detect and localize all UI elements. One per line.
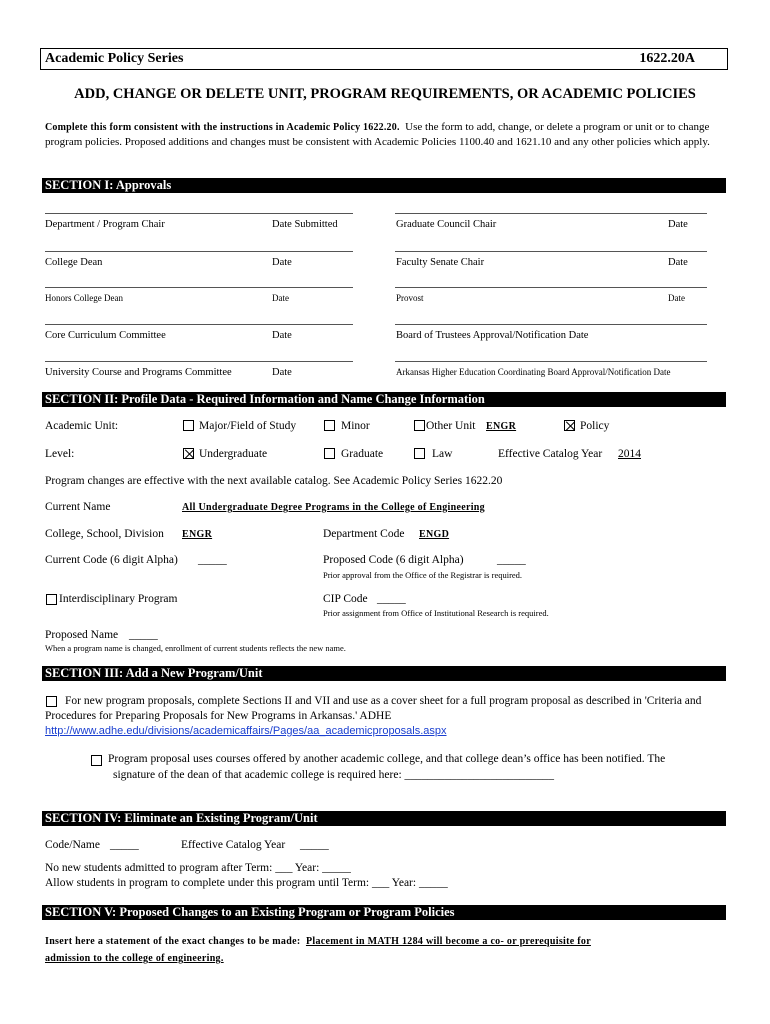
undergraduate-label: Undergraduate bbox=[199, 448, 268, 460]
approval-left-label: College Dean bbox=[45, 257, 103, 268]
approval-left-date: Date bbox=[272, 367, 292, 378]
other-unit-checkbox[interactable] bbox=[414, 420, 425, 431]
cip-code-value[interactable]: _____ bbox=[377, 593, 406, 605]
signature-line-left[interactable] bbox=[45, 361, 353, 362]
current-code-label: Current Code (6 digit Alpha) bbox=[45, 554, 178, 566]
department-code-value[interactable]: ENGD bbox=[419, 529, 450, 540]
new-program-text bbox=[45, 694, 725, 724]
approval-right-label: Faculty Senate Chair bbox=[396, 257, 485, 268]
signature-line-left[interactable] bbox=[45, 213, 353, 214]
approval-right-label: Arkansas Higher Education Coordinating Board Approval/Notification Date bbox=[396, 367, 671, 377]
approval-right-date: Date bbox=[668, 219, 688, 230]
signature-line-left[interactable] bbox=[45, 287, 353, 288]
section-2-header: SECTION II: Profile Data - Required Information and Name Change Information bbox=[42, 392, 726, 407]
proposed-changes-text bbox=[45, 933, 725, 967]
graduate-checkbox[interactable] bbox=[324, 448, 335, 459]
code-name-value[interactable]: _____ bbox=[110, 839, 139, 851]
approval-left-label: Core Curriculum Committee bbox=[45, 330, 166, 341]
approval-left-label: Honors College Dean bbox=[45, 293, 123, 303]
approval-left-date: Date bbox=[272, 293, 289, 303]
level-label: Level: bbox=[45, 448, 75, 460]
catalog-year-label: Effective Catalog Year bbox=[498, 448, 603, 460]
current-code-value[interactable]: _____ bbox=[198, 554, 227, 566]
department-code-label: Department Code bbox=[323, 528, 405, 540]
major-label: Major/Field of Study bbox=[199, 420, 297, 432]
section-3-header: SECTION III: Add a New Program/Unit bbox=[42, 666, 726, 681]
signature-line-right[interactable] bbox=[395, 251, 707, 252]
college-value[interactable]: ENGR bbox=[182, 529, 213, 540]
policy-checkbox[interactable] bbox=[564, 420, 575, 431]
intro-bold: Complete this form consistent with the instructions in Academic Policy 1622.20. bbox=[45, 122, 400, 133]
approval-left-date: Date bbox=[272, 330, 292, 341]
proposed-name-label: Proposed Name bbox=[45, 629, 119, 641]
approval-left-label: Department / Program Chair bbox=[45, 219, 165, 230]
cip-code-label: CIP Code bbox=[323, 593, 368, 605]
law-checkbox[interactable] bbox=[414, 448, 425, 459]
other-college-line-1: Program proposal uses courses offered by another academic college, and that college dean’s office has been notified. The bbox=[108, 753, 666, 765]
signature-line-right[interactable] bbox=[395, 361, 707, 362]
undergraduate-checkbox[interactable] bbox=[183, 448, 194, 459]
adhe-link[interactable]: http://www.adhe.edu/divisions/academicaffairs/Pages/aa_academicproposals.aspx bbox=[45, 725, 447, 737]
proposed-changes-line-1[interactable]: Placement in MATH 1284 will become a co- or prerequisite for bbox=[305, 936, 591, 947]
major-checkbox[interactable] bbox=[183, 420, 194, 431]
proposed-changes-lead: Insert here a statement of the exact changes to be made: bbox=[45, 936, 301, 947]
other-college-checkbox[interactable] bbox=[91, 755, 102, 766]
proposed-code-label: Proposed Code (6 digit Alpha) bbox=[323, 554, 464, 566]
eliminate-catalog-value[interactable]: _____ bbox=[300, 839, 329, 851]
current-name-value[interactable]: All Undergraduate Degree Programs in the College of Engineering bbox=[182, 502, 485, 513]
approval-right-label: Graduate Council Chair bbox=[396, 219, 497, 230]
interdisciplinary-label: Interdisciplinary Program bbox=[59, 593, 178, 605]
approval-right-label: Board of Trustees Approval/Notification Date bbox=[396, 330, 589, 341]
minor-checkbox[interactable] bbox=[324, 420, 335, 431]
approval-right-label: Provost bbox=[396, 293, 424, 303]
intro-paragraph bbox=[45, 120, 725, 149]
intro-text: Use the form to add, change, or delete a program or unit or to change program policies. Proposed additions and changes must be consistent with Academic Policies 1100.40 and 1621.10 and any other policies which apply. bbox=[45, 121, 710, 148]
series-header bbox=[40, 48, 728, 70]
law-label: Law bbox=[432, 448, 453, 460]
minor-label: Minor bbox=[341, 420, 370, 432]
eliminate-catalog-label: Effective Catalog Year bbox=[181, 839, 286, 851]
other-unit-value[interactable]: ENGR bbox=[486, 421, 517, 432]
new-program-paragraph: For new program proposals, complete Sections II and VII and use as a cover sheet for a full program proposal as described in 'Criteria and Procedures for Preparing Proposals for New Programs in Arkansas.' ADHE bbox=[45, 695, 702, 722]
approval-right-date: Date bbox=[668, 293, 685, 303]
effective-note: Program changes are effective with the next available catalog. See Academic Policy Series 1622.20 bbox=[45, 475, 503, 487]
signature-line-left[interactable] bbox=[45, 251, 353, 252]
college-label: College, School, Division bbox=[45, 528, 164, 540]
proposed-code-note: Prior approval from the Office of the Registrar is required. bbox=[323, 570, 523, 580]
proposed-changes-line-2[interactable]: admission to the college of engineering. bbox=[45, 953, 224, 964]
policy-label: Policy bbox=[580, 420, 610, 432]
approval-left-date: Date Submitted bbox=[272, 219, 338, 230]
allow-students-line: Allow students in program to complete under this program until Term: ___ Year: _____ bbox=[45, 877, 448, 889]
series-name: Academic Policy Series bbox=[45, 51, 184, 66]
signature-line-right[interactable] bbox=[395, 324, 707, 325]
approval-right-date: Date bbox=[668, 257, 688, 268]
proposed-name-value[interactable]: _____ bbox=[129, 629, 158, 641]
graduate-label: Graduate bbox=[341, 448, 384, 460]
no-new-students-line: No new students admitted to program after Term: ___ Year: _____ bbox=[45, 862, 351, 874]
code-name-label: Code/Name bbox=[45, 839, 100, 851]
signature-line-right[interactable] bbox=[395, 287, 707, 288]
section-4-header: SECTION IV: Eliminate an Existing Program/Unit bbox=[42, 811, 726, 826]
catalog-year-value[interactable]: 2014 bbox=[618, 448, 641, 460]
signature-line-right[interactable] bbox=[395, 213, 707, 214]
academic-unit-label: Academic Unit: bbox=[45, 420, 119, 432]
proposed-code-value[interactable]: _____ bbox=[497, 554, 526, 566]
section-1-header: SECTION I: Approvals bbox=[42, 178, 726, 193]
other-unit-label: Other Unit bbox=[426, 420, 476, 432]
cip-code-note: Prior assignment from Office of Institutional Research is required. bbox=[323, 608, 549, 618]
current-name-label: Current Name bbox=[45, 501, 111, 513]
proposed-name-note: When a program name is changed, enrollment of current students reflects the new name. bbox=[45, 643, 346, 653]
series-number: 1622.20A bbox=[639, 51, 695, 66]
other-college-line-2: signature of the dean of that academic college is required here: __________________________ bbox=[113, 769, 555, 781]
page-title: ADD, CHANGE OR DELETE UNIT, PROGRAM REQUIREMENTS, OR ACADEMIC POLICIES bbox=[74, 86, 696, 102]
signature-line-left[interactable] bbox=[45, 324, 353, 325]
interdisciplinary-checkbox[interactable] bbox=[46, 594, 57, 605]
approval-left-date: Date bbox=[272, 257, 292, 268]
approval-left-label: University Course and Programs Committee bbox=[45, 367, 232, 378]
section-5-header: SECTION V: Proposed Changes to an Existing Program or Program Policies bbox=[42, 905, 726, 920]
